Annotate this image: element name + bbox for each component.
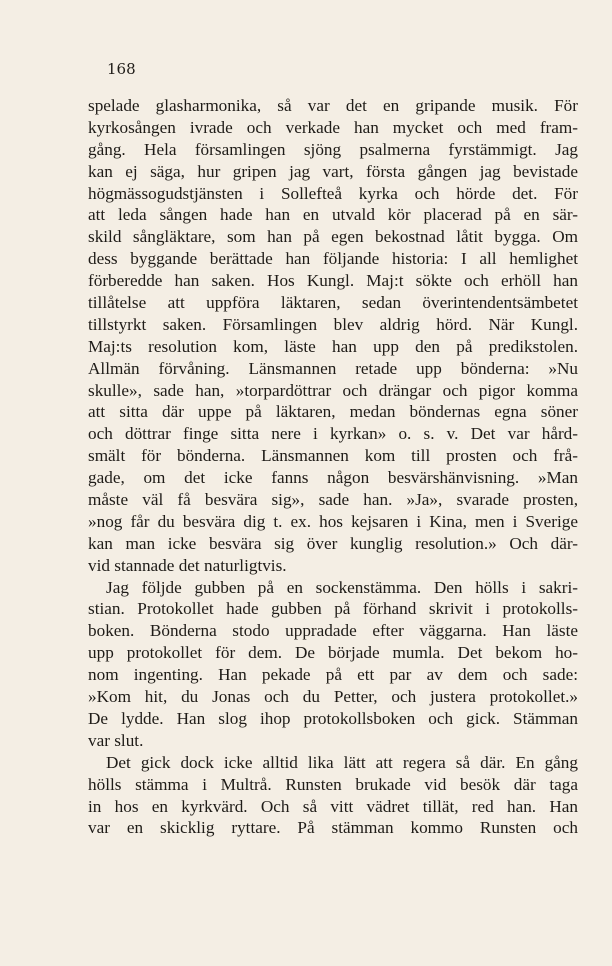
text-line: gång. Hela församlingen sjöng psalmerna fyrstämmigt. Jag bbox=[88, 139, 578, 159]
text-line: gade, om det icke fanns någon besvärshänvisning. »Man bbox=[88, 468, 578, 488]
text-line: tillstyrkt saken. Församlingen blev aldrig hörd. När Kungl. bbox=[88, 314, 578, 334]
text-line: att leda sången hade han en utvald kör placerad på en sär- bbox=[88, 205, 578, 225]
text-line: »nog får du besvära dig t. ex. hos kejsaren i Kina, men i Sverige bbox=[88, 511, 578, 531]
text-line: hölls stämma i Multrå. Runsten brukade vid besök där taga bbox=[88, 774, 578, 794]
text-line: upp protokollet för dem. De började mumla. Det bekom ho- bbox=[88, 643, 578, 663]
text-line: boken. Bönderna stodo uppradade efter väggarna. Han läste bbox=[88, 621, 578, 641]
text-line: vid stannade det naturligtvis. bbox=[88, 555, 287, 575]
text-line: var en skicklig ryttare. På stämman kommo Runsten och bbox=[88, 818, 578, 838]
text-line: De lydde. Han slog ihop protokollsboken och gick. Stämman bbox=[88, 708, 578, 728]
paragraph-2 bbox=[88, 577, 578, 752]
text-line: stian. Protokollet hade gubben på förhand skrivit i protokolls- bbox=[88, 599, 578, 619]
text-line: skild sångläktare, som han på egen bekostnad låtit bygga. Om bbox=[88, 227, 578, 247]
text-line: Maj:ts resolution kom, läste han upp den på predikstolen. bbox=[88, 336, 578, 356]
text-line: dess byggande berättade han följande historia: I all hemlighet bbox=[88, 249, 578, 269]
text-line: Allmän förvåning. Länsmannen retade upp bönderna: »Nu bbox=[88, 358, 578, 378]
text-line: förberedde han saken. Hos Kungl. Maj:t sökte och erhöll han bbox=[88, 271, 578, 291]
body-text bbox=[88, 95, 578, 839]
page-number: 168 bbox=[107, 60, 136, 78]
text-line: kan man icke besvära sig över kunglig resolution.» Och där- bbox=[88, 533, 578, 553]
text-line: »Kom hit, du Jonas och du Petter, och justera protokollet.» bbox=[88, 687, 578, 707]
text-line: tillåtelse att uppföra läktaren, sedan överintendentsämbetet bbox=[88, 293, 578, 313]
text-line: Jag följde gubben på en sockenstämma. Den hölls i sakri- bbox=[106, 577, 578, 597]
text-line: var slut. bbox=[88, 730, 144, 750]
paragraph-3 bbox=[88, 752, 578, 840]
text-line: Det gick dock icke alltid lika lätt att regera så där. En gång bbox=[106, 752, 578, 772]
text-line: kan ej säga, hur gripen jag vart, första gången jag bevistade bbox=[88, 161, 578, 181]
text-line: nom ingenting. Han pekade på ett par av dem och sade: bbox=[88, 665, 578, 685]
text-line: in hos en kyrkvärd. Och så vitt vädret tillät, red han. Han bbox=[88, 796, 578, 816]
text-line: och döttrar finge sitta nere i kyrkan» o. s. v. Det var hård- bbox=[88, 424, 578, 444]
text-line: smält för bönderna. Länsmannen kom till prosten och frå- bbox=[88, 446, 578, 466]
text-line: att sitta där uppe på läktaren, medan böndernas egna söner bbox=[88, 402, 578, 422]
text-line: högmässogudstjänsten i Sollefteå kyrka och hörde det. För bbox=[88, 183, 578, 203]
paragraph-1 bbox=[88, 95, 578, 577]
text-line: måste väl få besvära sig», sade han. »Ja», svarade prosten, bbox=[88, 490, 578, 510]
text-line: skulle», sade han, »torpardöttrar och drängar och pigor komma bbox=[88, 380, 578, 400]
text-line: kyrkosången ivrade och verkade han mycket och med fram- bbox=[88, 117, 578, 137]
text-line: spelade glasharmonika, så var det en gripande musik. För bbox=[88, 96, 578, 115]
